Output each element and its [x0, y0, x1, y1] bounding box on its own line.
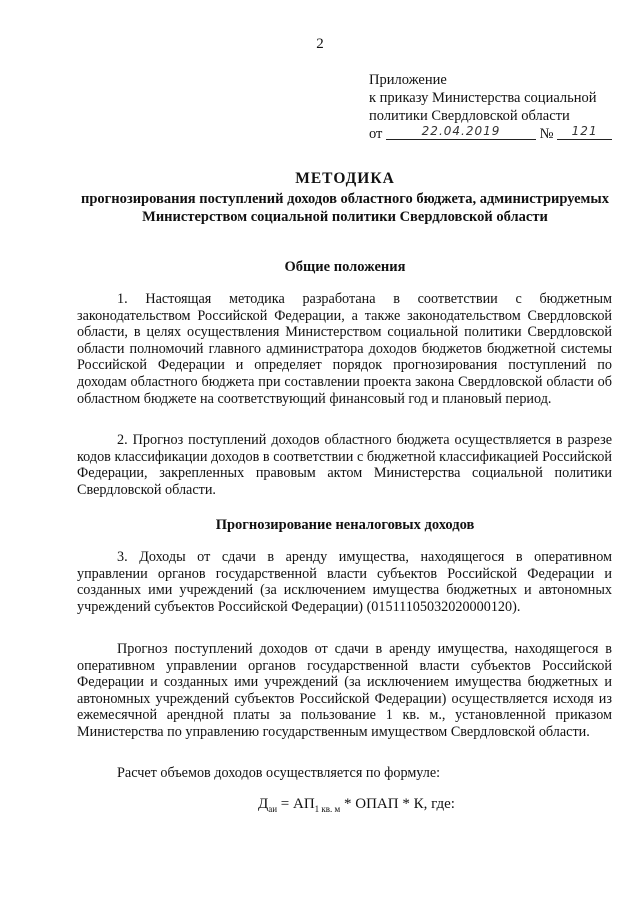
- handwritten-date: 22.04.2019: [421, 124, 501, 138]
- paragraph-3: 3. Доходы от сдачи в аренду имущества, находящегося в оперативном управлении органов государственной власти субъектов Российской Федерации и созданных ими учреждений (за исключением имущества бюджетных и автономных учреждений субъектов Российской Федерации) (01511105032020000120).: [77, 549, 612, 615]
- number-prefix: №: [539, 126, 554, 142]
- document-subtitle: прогнозирования поступлений доходов областного бюджета, администрируемых Министерством социальной политики Свердловской области: [81, 191, 609, 225]
- handwritten-number: 121: [571, 124, 598, 138]
- document-title: МЕТОДИКА: [295, 170, 395, 187]
- paragraph-2: 2. Прогноз поступлений доходов областного бюджета осуществляется в разрезе кодов классификации доходов в соответствии с бюджетной классификацией Российской Федерации, закрепленных правовым актом Министерства социальной политики Свердловской области.: [77, 432, 612, 498]
- formula: [258, 796, 455, 814]
- appendix-block: [369, 71, 629, 143]
- paragraph-1: 1. Настоящая методика разработана в соответствии с бюджетным законодательством Российской Федерации, а также законодательством Свердловской области, в целях осуществления Министерством социальной политики Свердловской области полномочий главного администратора доходов бюджетов бюджетной системы Российской Федерации и определяет порядок прогнозирования поступлений по доходам областного бюджета при составлении проекта закона Свердловской области об областном бюджете на соответствующий финансовый год и плановый период.: [77, 291, 612, 407]
- paragraph-4: Прогноз поступлений доходов от сдачи в аренду имущества, находящегося в оперативном управлении органов государственной власти субъектов Российской Федерации и созданных ими учреждений (за исключением имущества бюджетных и автономных учреждений субъектов Российской Федерации) осуществляется исходя из ежемесячной арендной платы за пользование 1 кв. м., установленной приказом Министерства по управлению государственным имуществом Свердловской области.: [77, 641, 612, 740]
- date-prefix: от: [369, 126, 383, 142]
- section-heading-general: Общие положения: [284, 259, 406, 275]
- paragraph-5: Расчет объемов доходов осуществляется по формуле:: [117, 765, 441, 781]
- appendix-line-3: политики Свердловской области: [369, 108, 570, 124]
- formula-ap-sub: 1 кв. м: [314, 804, 341, 814]
- number-field: [557, 125, 612, 140]
- formula-eq: = АП: [277, 796, 315, 812]
- formula-rest: * ОПАП * К, где:: [340, 796, 455, 812]
- section-heading-nontax: Прогнозирование неналоговых доходов: [215, 517, 475, 533]
- appendix-line-2: к приказу Министерства социальной: [369, 90, 597, 106]
- page-number: 2: [316, 36, 324, 52]
- appendix-date-line: [369, 125, 629, 143]
- formula-lhs: Д: [258, 796, 269, 812]
- formula-lhs-sub: аи: [268, 804, 278, 814]
- appendix-line-1: Приложение: [369, 72, 447, 88]
- date-field: [386, 125, 536, 140]
